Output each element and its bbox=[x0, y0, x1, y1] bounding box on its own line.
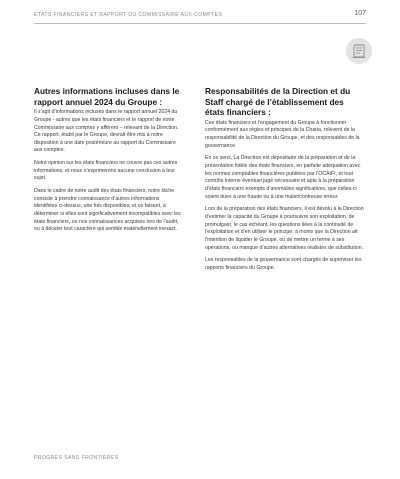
paragraph: Lors de la préparation des états financiers, il est dévolu à la Direction d’estimer la capacité du Groupe à poursuivre son exploitation, de promulguer, le cas échéant, les questions liées à la continuité de l’exploitation et d’en utiliser le principe; à moins que la Direction ait l’intention de liquider le Groupe, ou de mettre un terme à ses opérations, ou manque d’autres alternatives réalistes de substitution. bbox=[205, 206, 364, 251]
paragraph: Les responsables de la gouvernance sont chargés de superviser les rapports financiers du Groupe. bbox=[205, 257, 362, 271]
section-heading-management-responsibilities: Responsabilités de la Direction et du Staff chargé de l’établissement des états financiers : bbox=[205, 86, 351, 118]
right-column bbox=[205, 86, 364, 278]
paragraph: Notre opinion sur les états financiers ne couvre pas ces autres informations, et nous n’exprimerons aucune conclusion à leur sujet. bbox=[34, 160, 178, 182]
report-badge bbox=[346, 38, 372, 64]
paragraph: Ces états financiers et l’engagement du Groupe à fonctionner conformément aux règles et principes de la Charia, relèvent de la responsabilité de la Direction du Groupe, et des responsables de la gouvernance. bbox=[205, 119, 360, 149]
left-column bbox=[34, 86, 184, 239]
paragraph: Dans le cadre de notre audit des états financiers, notre tâche consiste à prendre connaissance d’autres informations identifiées ci-dessus, une fois disponibles; et ce faisant, à déterminer si elles sont significativement incompatibles avec les états financiers, ou nos connaissances acquises lors de l’audit, ou à déceler tout caractère qui semble matériellement inexact. bbox=[34, 188, 181, 233]
page-number: 107 bbox=[354, 10, 366, 17]
paragraph: En ce sens, La Direction est dépositaire de la préparation et de la présentation fidèle des états financiers, en parfaite adéquation avec les normes comptables financières publiées par l’OCAIFI, et tout contrôle interne éventuel jugé nécessaire et apte à la préparation d’états financiers exempts d’anomalies significatives, que celles-ci soient dues à une fraude ou à une malencontreuse erreur. bbox=[205, 155, 361, 200]
header-divider bbox=[34, 23, 366, 24]
report-document-icon bbox=[351, 43, 367, 59]
running-title: ÉTATS FINANCIERS ET RAPPORT DU COMMISSAIRE AUX COMPTES bbox=[34, 12, 223, 18]
section-heading-other-information: Autres informations incluses dans le rapport annuel 2024 du Groupe : bbox=[34, 86, 180, 107]
paragraph: Il s’agit d’informations incluses dans le rapport annuel 2024 du Groupe - autres que les états financiers et le rapport de notre Commissaire aux comptes y afférent – relevant de la Direction. Ce rapport, établi par le Groupe, devrait être mis à notre disposition à une date postérieure au rapport du Commissaire aux comptes. bbox=[34, 109, 179, 154]
footer-tagline: PROGRÈS SANS FRONTIÈRES bbox=[34, 455, 119, 461]
